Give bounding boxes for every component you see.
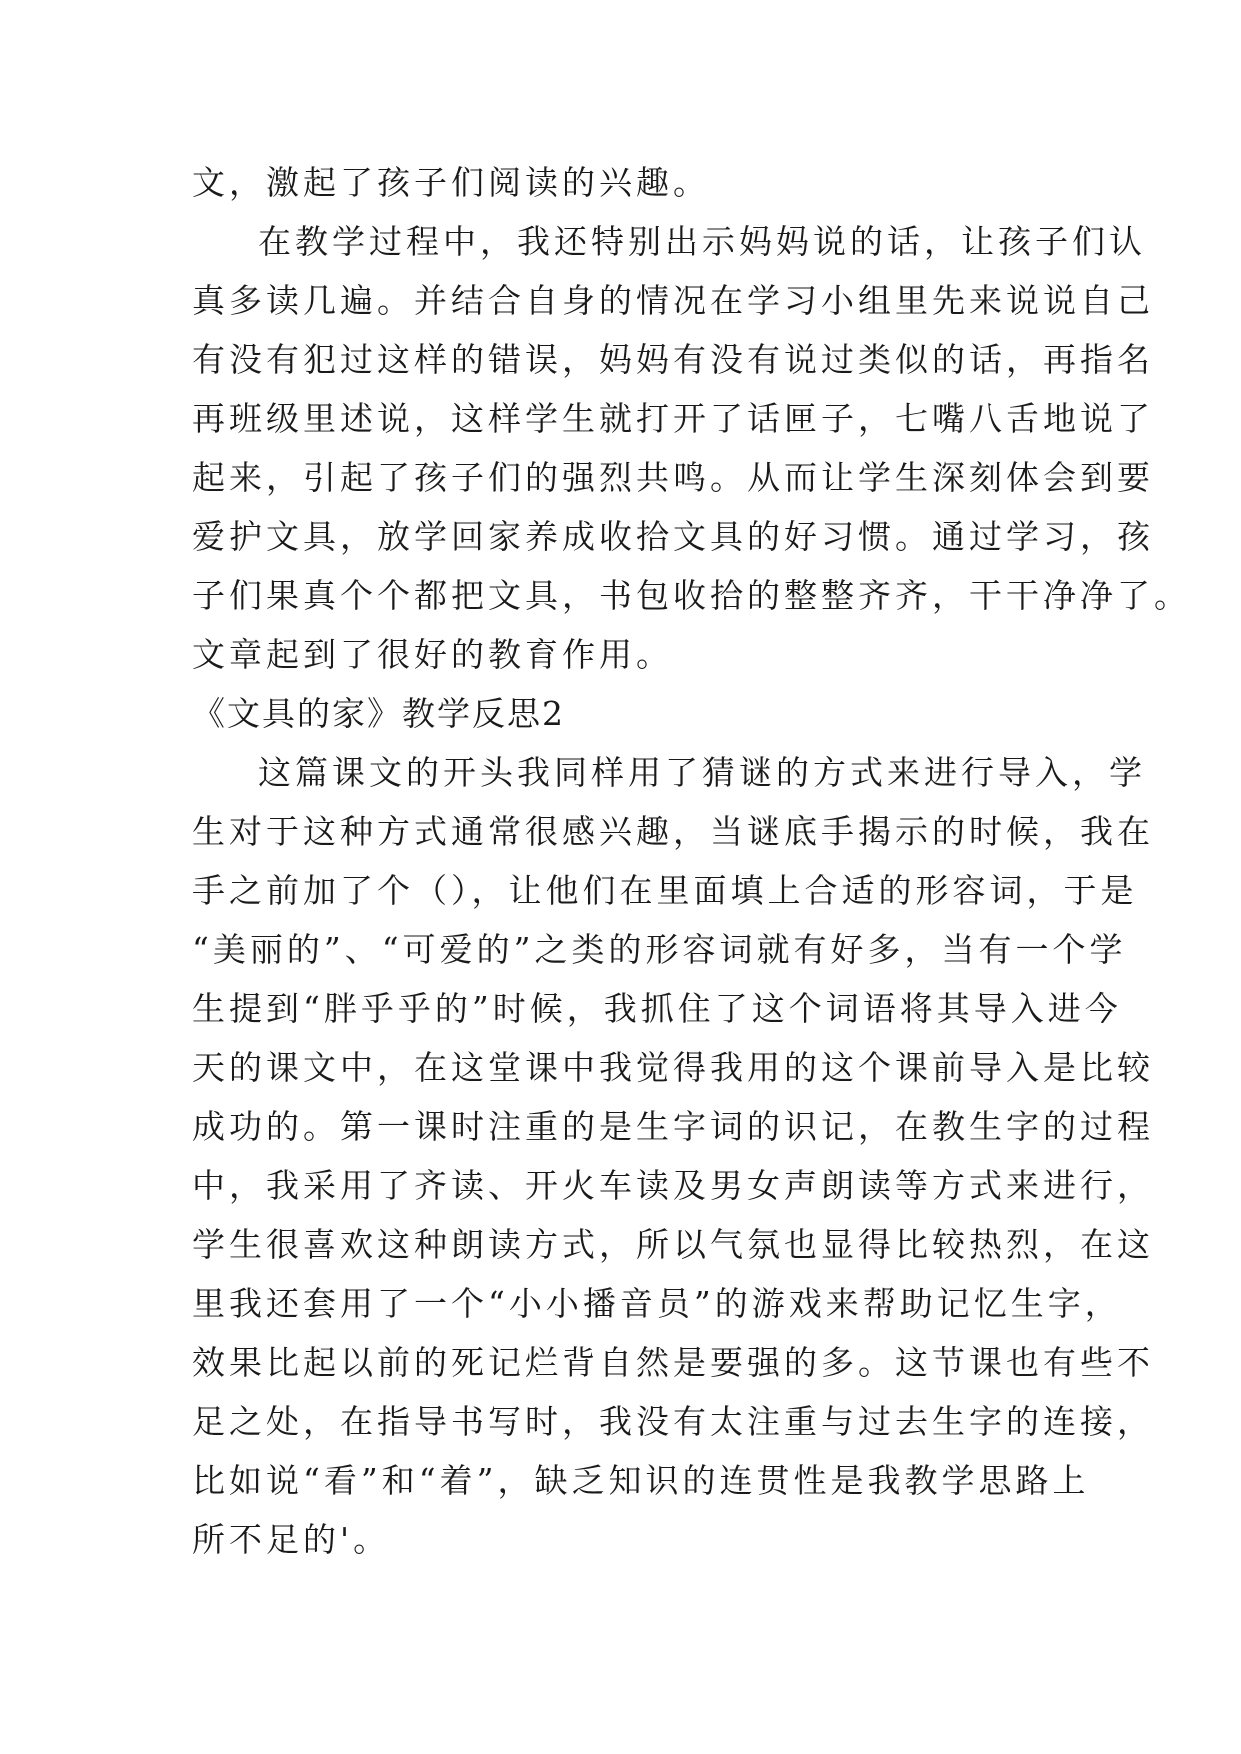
text-line: “美丽的”、“可爱的”之类的形容词就有好多，当有一个学 [192, 930, 1127, 969]
text-line: 所不足的'。 [192, 1520, 391, 1559]
text-line: 足之处，在指导书写时，我没有太注重与过去生字的连接， [192, 1402, 1154, 1441]
text-line: 中，我采用了齐读、开火车读及男女声朗读等方式来进行， [192, 1166, 1154, 1205]
text-line: 文，激起了孩子们阅读的兴趣。 [192, 163, 710, 202]
text-line: 手之前加了个（），让他们在里面填上合适的形容词，于是 [192, 871, 1138, 910]
text-line: 效果比起以前的死记烂背自然是要强的多。这节课也有些不 [192, 1343, 1154, 1382]
text-line: 再班级里述说，这样学生就打开了话匣子，七嘴八舌地说了 [192, 399, 1154, 438]
text-line: 在教学过程中，我还特别出示妈妈说的话，让孩子们认 [258, 222, 1146, 261]
text-line: 学生很喜欢这种朗读方式，所以气氛也显得比较热烈，在这 [192, 1225, 1154, 1264]
text-line: 成功的。第一课时注重的是生字词的识记，在教生字的过程 [192, 1107, 1154, 1146]
text-line: 生提到“胖乎乎的”时候，我抓住了这个词语将其导入进今 [192, 989, 1122, 1028]
text-line: 里我还套用了一个“小小播音员”的游戏来帮助记忆生字， [192, 1284, 1122, 1323]
text-line: 天的课文中，在这堂课中我觉得我用的这个课前导入是比较 [192, 1048, 1154, 1087]
text-line: 真多读几遍。并结合自身的情况在学习小组里先来说说自己 [192, 281, 1154, 320]
text-line: 文章起到了很好的教育作用。 [192, 635, 673, 674]
text-line: 比如说“看”和“着”，缺乏知识的连贯性是我教学思路上 [192, 1461, 1090, 1500]
text-line: 有没有犯过这样的错误，妈妈有没有说过类似的话，再指名 [192, 340, 1154, 379]
text-line: 子们果真个个都把文具，书包收拾的整整齐齐，干干净净了。 [192, 576, 1191, 615]
text-line: 爱护文具，放学回家养成收拾文具的好习惯。通过学习，孩 [192, 517, 1154, 556]
section-heading: 《文具的家》教学反思2 [192, 694, 565, 733]
text-line: 生对于这种方式通常很感兴趣，当谜底手揭示的时候，我在 [192, 812, 1154, 851]
text-line: 这篇课文的开头我同样用了猜谜的方式来进行导入，学 [258, 753, 1146, 792]
text-line: 起来，引起了孩子们的强烈共鸣。从而让学生深刻体会到要 [192, 458, 1154, 497]
